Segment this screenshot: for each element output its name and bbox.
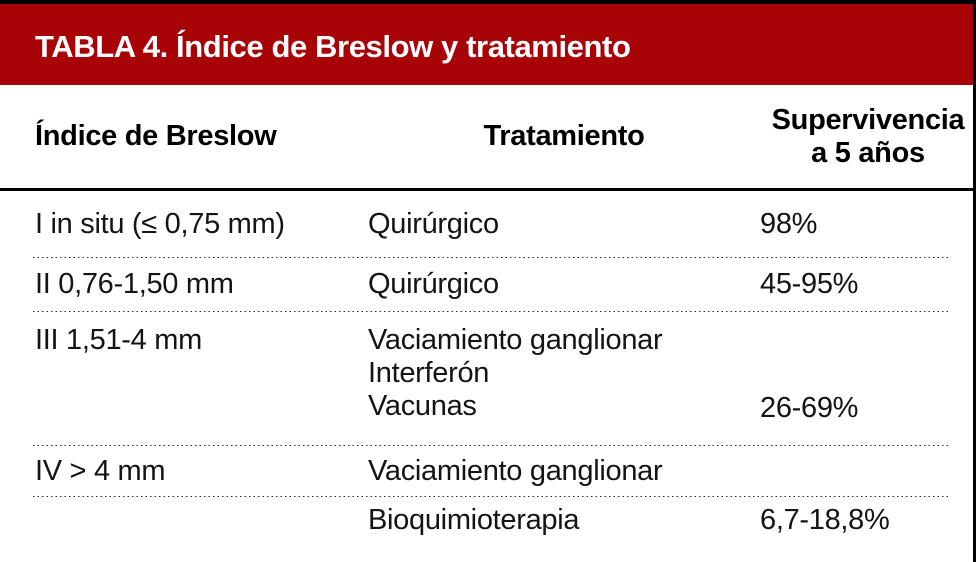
table-row xyxy=(0,258,976,311)
table-body xyxy=(0,191,976,544)
survival-cell: 45-95% xyxy=(760,268,859,300)
treatment-cell xyxy=(368,455,760,488)
survival-cell: 26-69% xyxy=(760,392,859,424)
table-banner xyxy=(0,4,973,85)
column-header-survival xyxy=(772,104,965,170)
column-header-survival-line1: Supervivencia xyxy=(771,103,965,136)
table-row xyxy=(0,446,976,496)
treatment-cell xyxy=(368,208,760,241)
treatment-line: Vacunas xyxy=(368,390,477,422)
survival-cell: 98% xyxy=(760,207,818,240)
column-header-breslow: Índice de Breslow xyxy=(35,120,277,152)
breslow-cell: I in situ (≤ 0,75 mm) xyxy=(35,207,285,240)
table-row xyxy=(0,497,976,544)
table-title: TABLA 4. Índice de Breslow y tratamiento xyxy=(35,28,631,64)
column-header-treatment: Tratamiento xyxy=(483,120,645,152)
column-header-survival-line2: a 5 años xyxy=(811,136,925,169)
treatment-cell xyxy=(368,268,760,301)
treatment-line: Interferón xyxy=(368,357,490,389)
treatment-line: Vaciamiento ganglionar xyxy=(368,324,663,356)
breslow-cell: III 1,51-4 mm xyxy=(35,324,202,356)
treatment-line: Quirúrgico xyxy=(368,268,499,300)
breslow-cell: IV > 4 mm xyxy=(35,454,166,487)
treatment-line: Bioquimioterapia xyxy=(368,504,580,536)
table-row xyxy=(0,191,976,257)
column-header-row xyxy=(0,85,976,188)
breslow-cell: II 0,76-1,50 mm xyxy=(35,268,234,300)
table-row xyxy=(0,312,976,445)
treatment-line: Quirúrgico xyxy=(368,207,499,240)
treatment-cell xyxy=(368,504,760,537)
survival-cell: 6,7-18,8% xyxy=(760,504,890,536)
treatment-line: Vaciamiento ganglionar xyxy=(368,454,663,487)
treatment-cell xyxy=(368,312,760,423)
